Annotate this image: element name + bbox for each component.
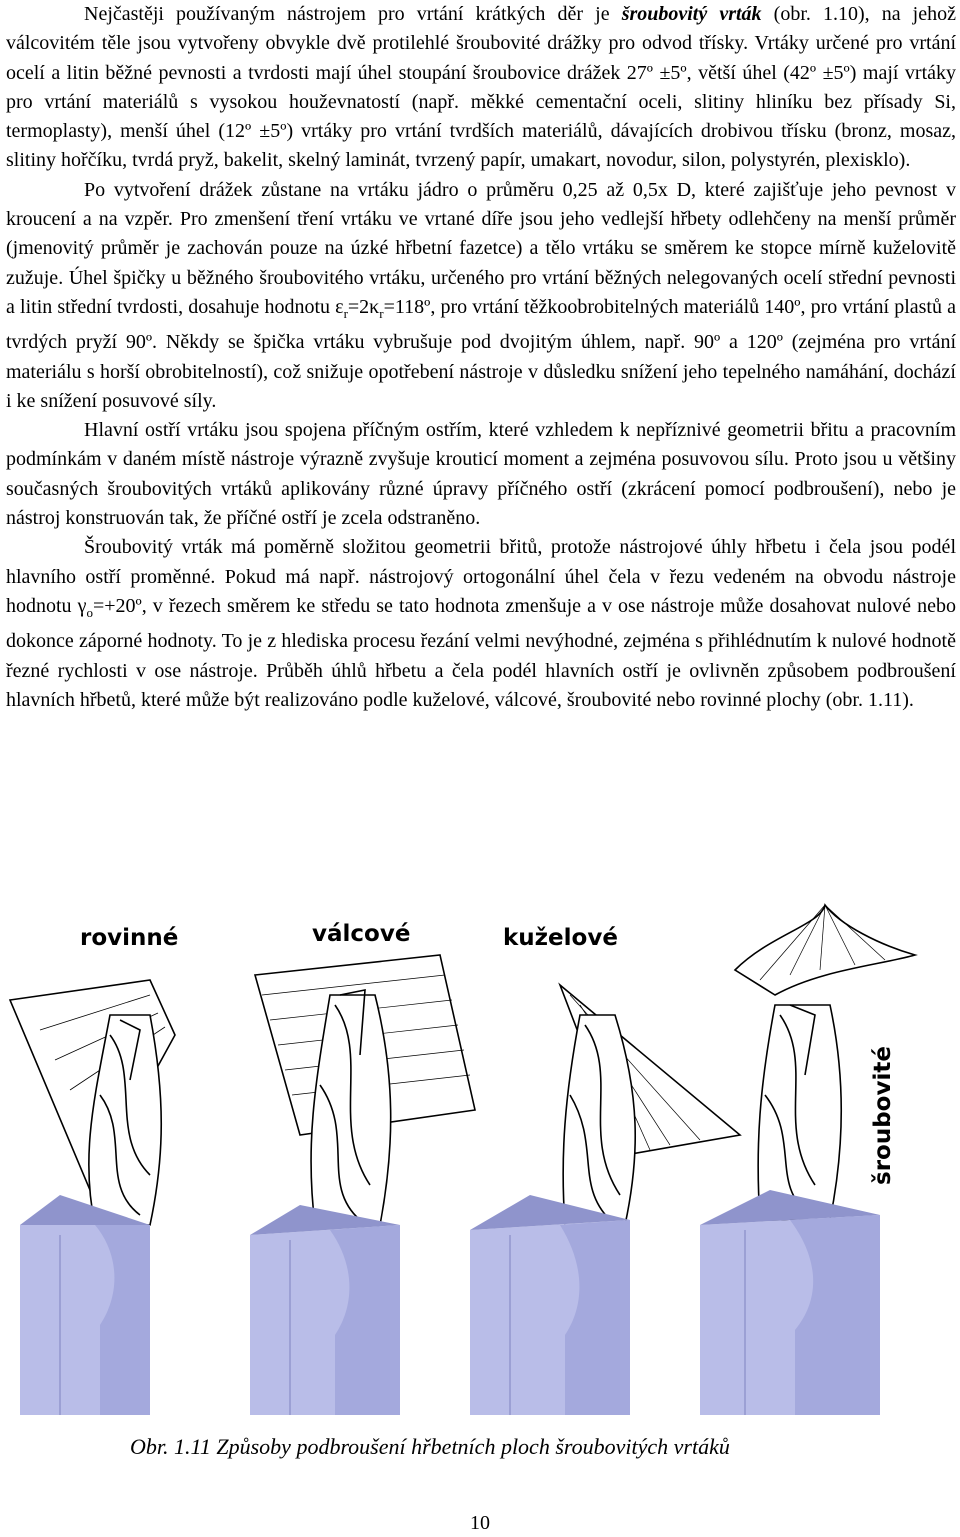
figure-drill-grinding <box>0 895 960 1420</box>
drill-sketch-rovinne <box>10 980 175 1225</box>
drill-render-kuzelove <box>470 1195 630 1415</box>
paragraph-2: Po vytvoření drážek zůstane na vrtáku jádro o průměru 0,25 až 0,5x D, které zajišťuje jeho pevnost v kroucení a na vzpěr. Pro zmenšení tření vrtáku ve vrtané díře jsou jeho vedlejší hřbety odlehčeny na menší průměr (jmenovitý průměr je zachován pouze na úzké hřbetní fazetce) a tělo vrtáku se směrem ke stopce mírně kuželovitě zužuje. Úhel špičky u běžného šroubovitého vrtáku, určeného pro vrtání běžných nelegovaných ocelí střední pevnosti a litin střední tvrdosti, dosahuje hodnotu $\varepsilon_r=2\kappa_r=118º$, pro vrtání těžkoobrobitelných materiálů 140º, pro vrtání plastů a tvrdých pryží 90º. Někdy se špička vrtáku vybrušuje pod dvojitým úhlem, např. 90º a 120º (zejména pro vrtání materiálu s horší obrobitelností), což snižuje opotřebení nástroje v důsledku snížení jeho tepelného namáhání, dochází i ke snížení posuvové síly. <box>6 178 957 412</box>
label-valcove: válcové <box>312 921 411 947</box>
drill-sketch-sroubovite <box>735 905 915 1220</box>
paragraph-4: Šroubovitý vrták má poměrně složitou geometrii břitů, protože nástrojové úhly hřbetu i čela jsou podél hlavního ostří proměnné. Pokud má např. nástrojový ortogonální úhel čela v řezu vedeném na obvodu nástroje hodnotu $\gamma_o=+20º$, v řezech směrem ke středu se tato hodnota zmenšuje a v ose nástroje může dosahovat nulové nebo dokonce záporné hodnoty. To je z hlediska procesu řezání velmi nevýhodné, zejména s přihlédnutím k nulové hodnotě řezné rychlosti v ose nástroje. Průběh úhlů hřbetu a čela podél hlavních ostří je ovlivněn způsobem podbroušení hlavních hřbetů, které může být realizováno podle kuželové, válcové, šroubovité nebo rovinné plochy (obr. 1.11). <box>6 536 956 711</box>
drill-drawings <box>0 895 960 1420</box>
emphasis-term: šroubovitý vrták <box>621 3 762 25</box>
figure-caption: Obr. 1.11 Způsoby podbroušení hřbetních ploch šroubovitých vrtáků <box>130 1434 730 1459</box>
paragraph-3: Hlavní ostří vrtáku jsou spojena příčným ostřím, které vzhledem k nepříznivé geometrii břitu a pracovním podmínkám v daném místě nástroje výrazně zvyšuje krouticí moment a zejména posuvovou sílu. Proto jsou u většiny současných šroubovitých vrtáků aplikovány různé úpravy příčného ostří (zkrácení pomocí podbroušení), nebo je nástroj konstruován tak, že příčné ostří je zcela odstraněno. <box>6 419 956 530</box>
page-number: 10 <box>470 1512 490 1534</box>
paragraph-1: Nejčastěji používaným nástrojem pro vrtání krátkých děr je šroubovitý vrták (obr. 1.10), na jehož válcovitém těle jsou vytvořeny obvykle dvě protilehlé šroubovité drážky pro odvod třísky. Vrtáky určené pro vrtání ocelí a litin běžné pevnosti a tvrdosti mají úhel stoupání šroubovice drážek 27º ±5º, větší úhel (42º ±5º) mají vrtáky pro vrtání materiálů s vysokou houževnatostí (např. měkké cementační oceli, slitiny hliníku bez přísady Si, termoplasty), menší úhel (12º ±5º) vrtáky pro vrtání tvrdších materiálů, dávajících drobivou třísku (bronz, mosaz, slitiny hořčíku, tvrdá pryž, bakelit, skelný laminát, tvrzený papír, umakart, novodur, silon, polystyrén, plexisklo). <box>6 3 956 172</box>
body-text <box>6 0 956 715</box>
drill-sketch-valcove <box>255 955 475 1225</box>
label-sroubovite: šroubovité <box>870 1046 896 1185</box>
label-rovinne: rovinné <box>80 925 179 951</box>
drill-sketch-kuzelove <box>560 985 740 1225</box>
label-kuzelove: kuželové <box>503 925 618 951</box>
drill-render-valcove <box>250 1205 400 1415</box>
drill-render-sroubovite <box>700 1190 880 1415</box>
drill-render-rovinne <box>20 1195 150 1415</box>
